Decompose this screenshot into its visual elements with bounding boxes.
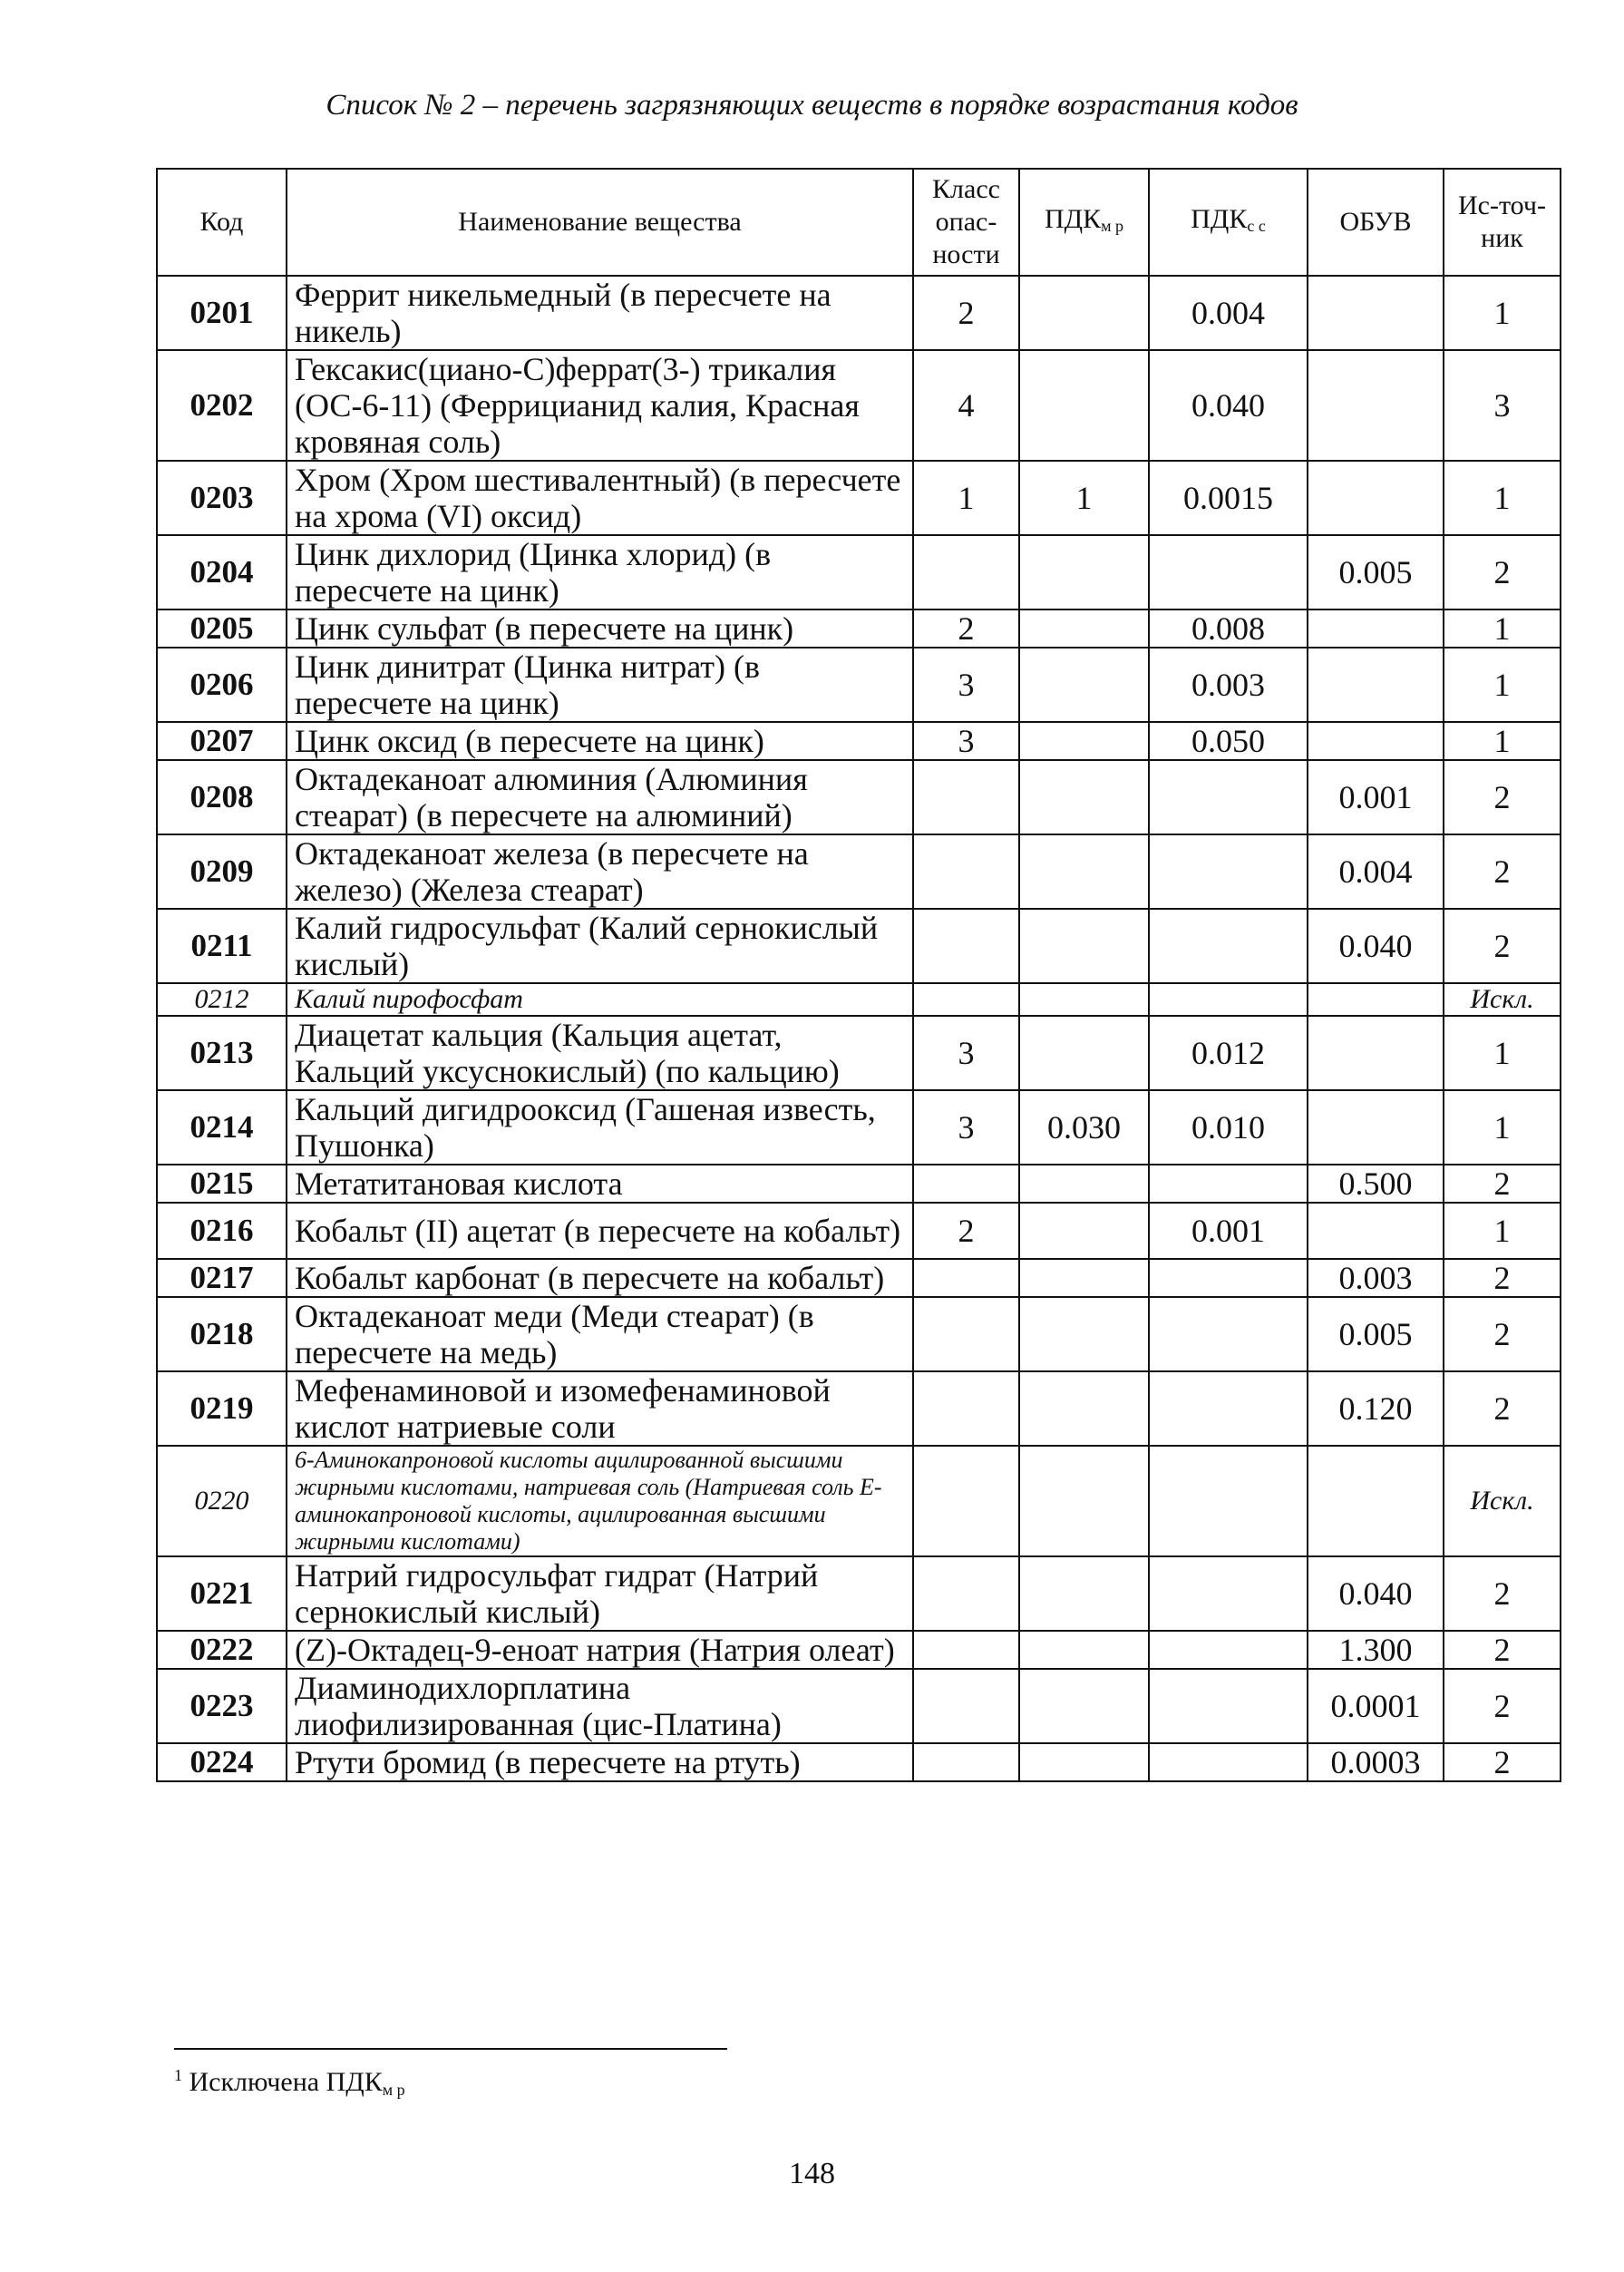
cell-obuv (1308, 1016, 1444, 1090)
cell-code: 0215 (157, 1165, 287, 1203)
cell-source: 2 (1444, 535, 1561, 609)
cell-code: 0223 (157, 1669, 287, 1743)
cell-pdk-mr (1019, 1631, 1149, 1669)
cell-pdk-mr (1019, 350, 1149, 461)
cell-pdk-ss: 0.012 (1149, 1016, 1308, 1090)
cell-name: Цинк динитрат (Цинка нитрат) (в пересчете на цинк) (287, 648, 913, 722)
header-hazard: Класс опас-ности (913, 169, 1019, 276)
cell-code: 0213 (157, 1016, 287, 1090)
header-obuv: ОБУВ (1308, 169, 1444, 276)
header-pdk-ss-main: ПДК (1191, 203, 1248, 234)
cell-code: 0211 (157, 909, 287, 983)
cell-obuv: 0.001 (1308, 760, 1444, 834)
cell-source: 2 (1444, 909, 1561, 983)
cell-source: 1 (1444, 722, 1561, 760)
cell-pdk-ss (1149, 1259, 1308, 1297)
table-row (157, 1297, 1561, 1371)
cell-code: 0207 (157, 722, 287, 760)
cell-code: 0212 (157, 983, 287, 1016)
cell-pdk-mr (1019, 983, 1149, 1016)
cell-code: 0203 (157, 461, 287, 535)
cell-name: 6-Аминокапроновой кислоты ацилированной высшими жирными кислотами, натриевая соль (Натриевая соль Е-аминокапроновой кислоты, ацилированная высшими жирными кислотами) (287, 1446, 913, 1556)
cell-hazard: 2 (913, 1203, 1019, 1259)
cell-obuv: 0.040 (1308, 1556, 1444, 1631)
cell-pdk-mr: 1 (1019, 461, 1149, 535)
cell-obuv (1308, 609, 1444, 648)
table-row (157, 1259, 1561, 1297)
cell-name: Октадеканоат меди (Меди стеарат) (в пересчете на медь) (287, 1297, 913, 1371)
cell-source: 2 (1444, 1165, 1561, 1203)
cell-pdk-mr (1019, 1297, 1149, 1371)
header-pdk-mr (1019, 169, 1149, 276)
cell-hazard (913, 834, 1019, 909)
cell-code: 0206 (157, 648, 287, 722)
table-row (157, 1669, 1561, 1743)
cell-pdk-ss: 0.040 (1149, 350, 1308, 461)
table-row (157, 1446, 1561, 1556)
cell-pdk-mr (1019, 1203, 1149, 1259)
cell-hazard (913, 1556, 1019, 1631)
cell-pdk-ss (1149, 1297, 1308, 1371)
cell-name: Цинк оксид (в пересчете на цинк) (287, 722, 913, 760)
cell-pdk-ss: 0.008 (1149, 609, 1308, 648)
cell-source: Искл. (1444, 1446, 1561, 1556)
cell-code: 0204 (157, 535, 287, 609)
cell-obuv: 0.0003 (1308, 1743, 1444, 1781)
cell-pdk-mr (1019, 535, 1149, 609)
cell-name: Хром (Хром шестивалентный) (в пересчете на хрома (VI) оксид) (287, 461, 913, 535)
cell-hazard (913, 983, 1019, 1016)
cell-pdk-ss: 0.001 (1149, 1203, 1308, 1259)
table-row (157, 1743, 1561, 1781)
cell-pdk-ss (1149, 760, 1308, 834)
table-row (157, 350, 1561, 461)
cell-obuv (1308, 461, 1444, 535)
cell-hazard: 3 (913, 648, 1019, 722)
page-title: Список № 2 – перечень загрязняющих веществ в порядке возрастания кодов (326, 89, 1298, 122)
table-row (157, 1556, 1561, 1631)
cell-name: Кальций дигидрооксид (Гашеная известь, Пушонка) (287, 1090, 913, 1165)
substances-table (156, 168, 1561, 1782)
cell-pdk-ss (1149, 909, 1308, 983)
cell-pdk-ss: 0.003 (1149, 648, 1308, 722)
cell-pdk-ss (1149, 1556, 1308, 1631)
cell-pdk-mr (1019, 834, 1149, 909)
cell-obuv (1308, 276, 1444, 350)
cell-pdk-ss (1149, 1446, 1308, 1556)
footnote-sub: м р (382, 2081, 405, 2099)
cell-source: 1 (1444, 461, 1561, 535)
cell-source: 2 (1444, 1669, 1561, 1743)
cell-name: (Z)-Октадец-9-еноат натрия (Натрия олеат) (287, 1631, 913, 1669)
cell-source: Искл. (1444, 983, 1561, 1016)
cell-source: 1 (1444, 609, 1561, 648)
cell-hazard: 2 (913, 276, 1019, 350)
cell-hazard: 2 (913, 609, 1019, 648)
cell-obuv (1308, 722, 1444, 760)
cell-source: 2 (1444, 1371, 1561, 1446)
cell-code: 0221 (157, 1556, 287, 1631)
cell-pdk-mr (1019, 1371, 1149, 1446)
cell-source: 2 (1444, 1297, 1561, 1371)
cell-name: Октадеканоат алюминия (Алюминия стеарат) (в пересчете на алюминий) (287, 760, 913, 834)
cell-source: 2 (1444, 1556, 1561, 1631)
cell-pdk-mr (1019, 609, 1149, 648)
cell-source: 2 (1444, 1743, 1561, 1781)
cell-hazard (913, 1631, 1019, 1669)
cell-pdk-ss (1149, 1631, 1308, 1669)
cell-obuv (1308, 1203, 1444, 1259)
cell-name: Диацетат кальция (Кальция ацетат, Кальций уксуснокислый) (по кальцию) (287, 1016, 913, 1090)
cell-obuv: 0.005 (1308, 535, 1444, 609)
table-row (157, 722, 1561, 760)
cell-source: 2 (1444, 834, 1561, 909)
footnote-divider (174, 2048, 727, 2050)
cell-pdk-ss: 0.0015 (1149, 461, 1308, 535)
cell-hazard: 4 (913, 350, 1019, 461)
cell-name: Мефенаминовой и изомефенаминовой кислот натриевые соли (287, 1371, 913, 1446)
table-row (157, 834, 1561, 909)
footnote (174, 2066, 405, 2100)
cell-name: Кобальт карбонат (в пересчете на кобальт) (287, 1259, 913, 1297)
cell-pdk-ss: 0.050 (1149, 722, 1308, 760)
cell-name: Гексакис(циано-С)феррат(3-) трикалия (ОС-6-11) (Феррицианид калия, Красная кровяная соль) (287, 350, 913, 461)
cell-pdk-ss (1149, 1165, 1308, 1203)
table-header-row (157, 169, 1561, 276)
cell-hazard: 3 (913, 722, 1019, 760)
cell-pdk-ss (1149, 535, 1308, 609)
cell-code: 0219 (157, 1371, 287, 1446)
cell-name: Кобальт (II) ацетат (в пересчете на кобальт) (287, 1203, 913, 1259)
cell-name: Натрий гидросульфат гидрат (Натрий сернокислый кислый) (287, 1556, 913, 1631)
cell-source: 1 (1444, 1203, 1561, 1259)
header-source: Ис-точ-ник (1444, 169, 1561, 276)
cell-pdk-ss (1149, 1669, 1308, 1743)
cell-pdk-mr (1019, 1556, 1149, 1631)
cell-hazard (913, 760, 1019, 834)
cell-pdk-mr: 0.030 (1019, 1090, 1149, 1165)
cell-hazard (913, 1297, 1019, 1371)
cell-pdk-mr (1019, 1669, 1149, 1743)
header-pdk-mr-sub: м р (1101, 216, 1124, 235)
table-row (157, 1090, 1561, 1165)
cell-pdk-mr (1019, 276, 1149, 350)
cell-code: 0220 (157, 1446, 287, 1556)
cell-hazard: 1 (913, 461, 1019, 535)
cell-source: 1 (1444, 276, 1561, 350)
cell-code: 0216 (157, 1203, 287, 1259)
cell-pdk-mr (1019, 909, 1149, 983)
cell-obuv (1308, 1446, 1444, 1556)
cell-name: Диаминодихлорплатина лиофилизированная (цис-Платина) (287, 1669, 913, 1743)
header-pdk-ss-sub: с с (1247, 216, 1266, 235)
header-name: Наименование вещества (287, 169, 913, 276)
cell-obuv: 0.120 (1308, 1371, 1444, 1446)
cell-name: Цинк дихлорид (Цинка хлорид) (в пересчете на цинк) (287, 535, 913, 609)
table-row (157, 1203, 1561, 1259)
cell-pdk-ss (1149, 983, 1308, 1016)
cell-pdk-mr (1019, 722, 1149, 760)
cell-obuv: 0.005 (1308, 1297, 1444, 1371)
cell-code: 0218 (157, 1297, 287, 1371)
cell-hazard: 3 (913, 1016, 1019, 1090)
table-row (157, 760, 1561, 834)
cell-pdk-ss: 0.010 (1149, 1090, 1308, 1165)
cell-source: 2 (1444, 1259, 1561, 1297)
table-row (157, 983, 1561, 1016)
cell-pdk-ss (1149, 1743, 1308, 1781)
table-row (157, 276, 1561, 350)
footnote-text: Исключена ПДК (189, 2067, 383, 2097)
cell-name: Феррит никельмедный (в пересчете на никель) (287, 276, 913, 350)
cell-source: 3 (1444, 350, 1561, 461)
page-number: 148 (789, 2157, 835, 2190)
cell-pdk-mr (1019, 1743, 1149, 1781)
cell-source: 2 (1444, 760, 1561, 834)
cell-pdk-ss (1149, 834, 1308, 909)
header-pdk-ss (1149, 169, 1308, 276)
table-row (157, 535, 1561, 609)
cell-name: Калий гидросульфат (Калий сернокислый кислый) (287, 909, 913, 983)
cell-name: Калий пирофосфат (287, 983, 913, 1016)
cell-code: 0205 (157, 609, 287, 648)
cell-code: 0202 (157, 350, 287, 461)
cell-source: 1 (1444, 648, 1561, 722)
cell-obuv: 0.004 (1308, 834, 1444, 909)
table-row (157, 1016, 1561, 1090)
cell-hazard (913, 1446, 1019, 1556)
header-pdk-mr-main: ПДК (1044, 203, 1102, 234)
cell-hazard (913, 1165, 1019, 1203)
table-row (157, 461, 1561, 535)
cell-pdk-mr (1019, 1016, 1149, 1090)
cell-obuv (1308, 1090, 1444, 1165)
cell-name: Цинк сульфат (в пересчете на цинк) (287, 609, 913, 648)
cell-obuv: 1.300 (1308, 1631, 1444, 1669)
footnote-mark: 1 (174, 2066, 182, 2084)
cell-obuv: 0.500 (1308, 1165, 1444, 1203)
table-row (157, 1371, 1561, 1446)
cell-hazard (913, 535, 1019, 609)
cell-hazard (913, 1743, 1019, 1781)
cell-pdk-mr (1019, 1259, 1149, 1297)
cell-hazard (913, 1669, 1019, 1743)
header-code: Код (157, 169, 287, 276)
cell-source: 2 (1444, 1631, 1561, 1669)
cell-pdk-mr (1019, 760, 1149, 834)
table-row (157, 609, 1561, 648)
table-row (157, 1631, 1561, 1669)
cell-code: 0214 (157, 1090, 287, 1165)
cell-hazard: 3 (913, 1090, 1019, 1165)
cell-obuv (1308, 350, 1444, 461)
cell-name: Ртути бромид (в пересчете на ртуть) (287, 1743, 913, 1781)
cell-source: 1 (1444, 1090, 1561, 1165)
cell-code: 0222 (157, 1631, 287, 1669)
cell-pdk-mr (1019, 1165, 1149, 1203)
cell-code: 0209 (157, 834, 287, 909)
table-body (157, 276, 1561, 1781)
cell-obuv: 0.040 (1308, 909, 1444, 983)
cell-code: 0224 (157, 1743, 287, 1781)
cell-pdk-ss: 0.004 (1149, 276, 1308, 350)
table-row (157, 648, 1561, 722)
cell-obuv (1308, 983, 1444, 1016)
cell-source: 1 (1444, 1016, 1561, 1090)
cell-code: 0201 (157, 276, 287, 350)
table-row (157, 1165, 1561, 1203)
cell-pdk-mr (1019, 648, 1149, 722)
cell-code: 0208 (157, 760, 287, 834)
cell-obuv: 0.0001 (1308, 1669, 1444, 1743)
cell-pdk-mr (1019, 1446, 1149, 1556)
cell-hazard (913, 909, 1019, 983)
cell-obuv: 0.003 (1308, 1259, 1444, 1297)
cell-hazard (913, 1259, 1019, 1297)
cell-code: 0217 (157, 1259, 287, 1297)
cell-name: Метатитановая кислота (287, 1165, 913, 1203)
cell-hazard (913, 1371, 1019, 1446)
table-row (157, 909, 1561, 983)
cell-name: Октадеканоат железа (в пересчете на железо) (Железа стеарат) (287, 834, 913, 909)
cell-pdk-ss (1149, 1371, 1308, 1446)
cell-obuv (1308, 648, 1444, 722)
